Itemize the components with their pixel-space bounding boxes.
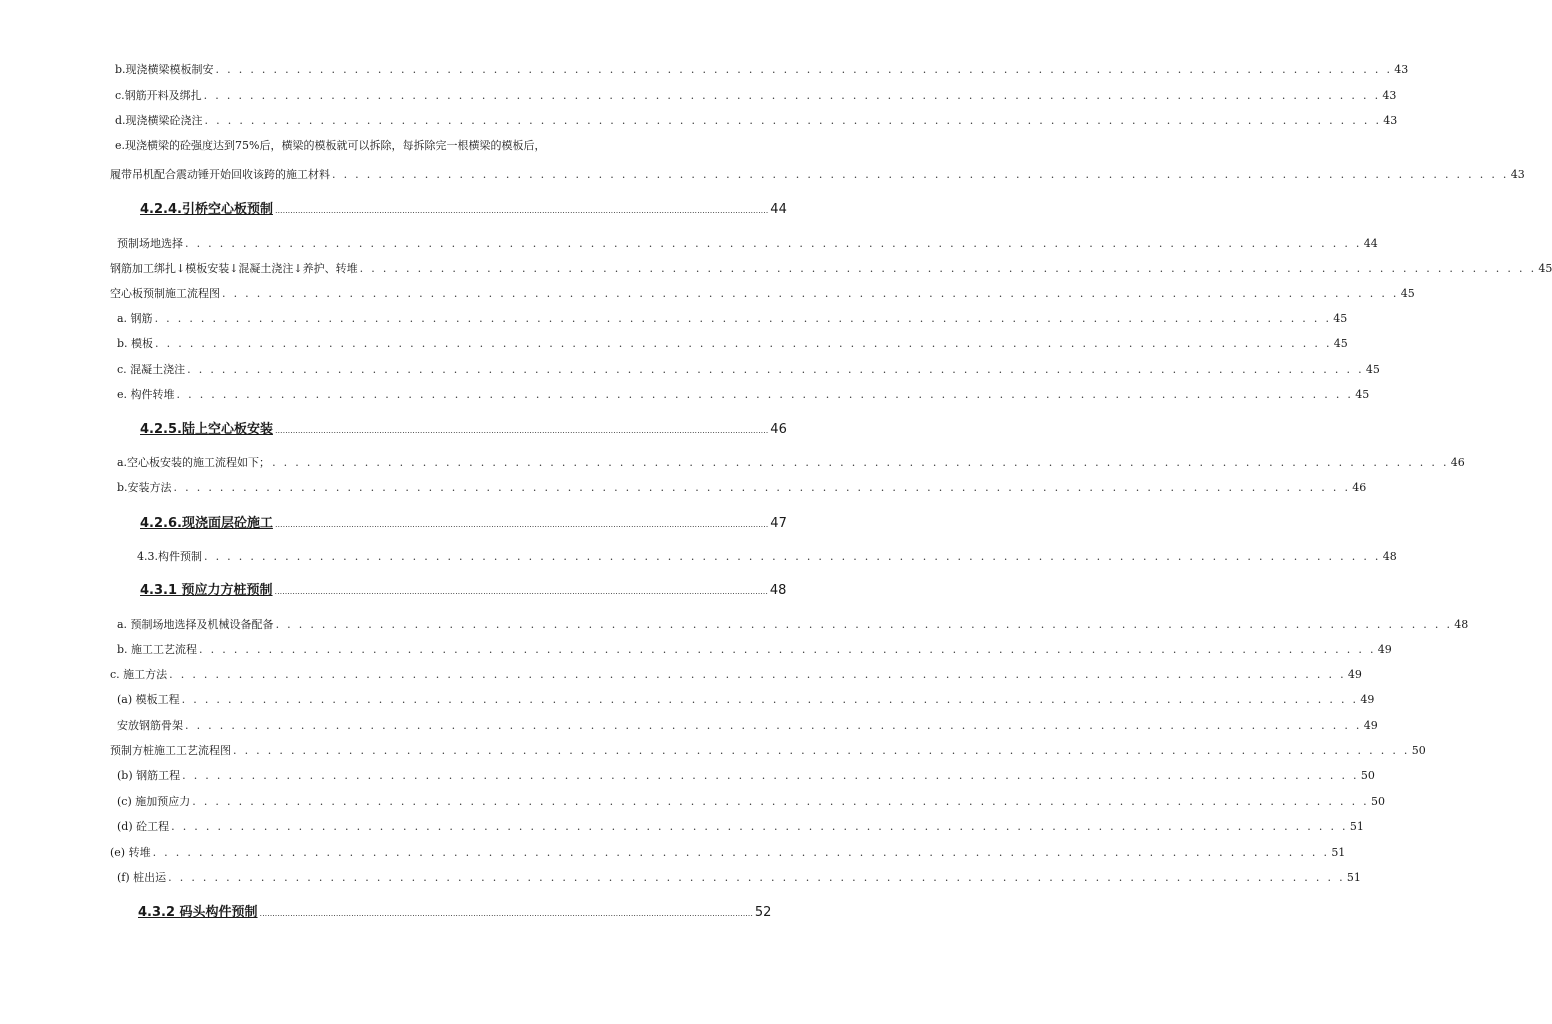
toc-entry-page: 45 [1538,262,1552,275]
toc-entry-label: c. 混凝土浇注 [117,363,186,376]
toc-entry-page: 46 [1352,481,1367,494]
toc-entry-page: 43 [1394,63,1409,76]
toc-entry-label: c. 施工方法 [110,668,168,681]
toc-leader: . . . . . . . . . . . . . . . . . . . . . . . . . . . . . . . . . . . . . . . . . . . . . . . . . . . . . . . . . . . . . . . . . . . . . . . . . . . . . . . . . . . . . . . . . . . . . . . . . . . . . . [203,89,1381,102]
toc-leader: . . . . . . . . . . . . . . . . . . . . . . . . . . . . . . . . . . . . . . . . . . . . . . . . . . . . . . . . . . . . . . . . . . . . . . . . . . . . . . . . . . . . . . . . . . . . . . . . . . . . . . [185,237,1362,250]
toc-entry [110,261,1552,277]
toc-entry-label: b. 模板 [117,337,154,350]
toc-entry-label: 钢筋加工绑扎↓模板安装↓混凝土浇注↓养护、转堆 [110,262,358,275]
toc-entry-label: 4.3.构件预制 [137,550,202,563]
toc-heading-page: 52 [754,905,772,920]
toc-heading-label: 4.3.1 预应力方桩预制 [140,583,273,598]
toc-leader: .................................................................................................................................................................................................. [274,520,769,529]
toc-leader: .................................................................................................................................................................................................. [274,426,769,435]
toc-entry [117,480,1367,496]
toc-entry-label: 预制场地选择 [117,237,183,250]
toc-entry-page: 43 [1382,89,1397,102]
toc-leader: . . . . . . . . . . . . . . . . . . . . . . . . . . . . . . . . . . . . . . . . . . . . . . . . . . . . . . . . . . . . . . . . . . . . . . . . . . . . . . . . . . . . . . . . . . . . . . . . . . . . . . [168,871,1345,884]
toc-entry-label: e.现浇横梁的砼强度达到75%后，横梁的模板就可以拆除，每拆除完一根横梁的模板后， [115,139,546,152]
toc-entry [117,768,1375,784]
toc-heading-label: 4.3.2 码头构件预制 [138,905,258,920]
toc-leader: . . . . . . . . . . . . . . . . . . . . . . . . . . . . . . . . . . . . . . . . . . . . . . . . . . . . . . . . . . . . . . . . . . . . . . . . . . . . . . . . . . . . . . . . . . . . . . . . . . . . . . [215,63,1393,76]
toc-entry-page: 49 [1363,719,1378,732]
toc-entry [110,845,1346,861]
toc-leader: . . . . . . . . . . . . . . . . . . . . . . . . . . . . . . . . . . . . . . . . . . . . . . . . . . . . . . . . . . . . . . . . . . . . . . . . . . . . . . . . . . . . . . . . . . . . . . . . . . . . . . [154,312,1332,325]
toc-entry [110,286,1415,302]
toc-entry-label: (d) 砼工程 [117,820,170,833]
toc-entry-label: (a) 模板工程 [117,693,180,706]
toc-entry-page: 44 [1363,237,1378,250]
toc-leader: . . . . . . . . . . . . . . . . . . . . . . . . . . . . . . . . . . . . . . . . . . . . . . . . . . . . . . . . . . . . . . . . . . . . . . . . . . . . . . . . . . . . . . . . . . . . . . . . . . . . . . [152,846,1330,859]
toc-entry-label: d.现浇横梁砼浇注 [115,114,203,127]
toc-leader: . . . . . . . . . . . . . . . . . . . . . . . . . . . . . . . . . . . . . . . . . . . . . . . . . . . . . . . . . . . . . . . . . . . . . . . . . . . . . . . . . . . . . . . . . . . . . . . . . . . . . . [176,388,1354,401]
toc-leader: . . . . . . . . . . . . . . . . . . . . . . . . . . . . . . . . . . . . . . . . . . . . . . . . . . . . . . . . . . . . . . . . . . . . . . . . . . . . . . . . . . . . . . . . . . . . . . . . . . . . . . [275,618,1453,631]
toc-entry-page: 45 [1355,388,1370,401]
toc-entry-page: 50 [1411,744,1426,757]
toc-entry-page: 49 [1377,643,1392,656]
toc-leader: . . . . . . . . . . . . . . . . . . . . . . . . . . . . . . . . . . . . . . . . . . . . . . . . . . . . . . . . . . . . . . . . . . . . . . . . . . . . . . . . . . . . . . . . . . . . . . . . . . . . . . [181,693,1359,706]
toc-entry [117,617,1469,633]
toc-leader: . . . . . . . . . . . . . . . . . . . . . . . . . . . . . . . . . . . . . . . . . . . . . . . . . . . . . . . . . . . . . . . . . . . . . . . . . . . . . . . . . . . . . . . . . . . . . . . . . . . . . . [332,168,1509,181]
toc-entry-label: 空心板预制施工流程图 [110,287,220,300]
toc-entry-page: 46 [1450,456,1465,469]
toc-entry [117,718,1378,734]
toc-entry [110,743,1426,759]
toc-entry-label: a. 钢筋 [117,312,153,325]
toc-leader: . . . . . . . . . . . . . . . . . . . . . . . . . . . . . . . . . . . . . . . . . . . . . . . . . . . . . . . . . . . . . . . . . . . . . . . . . . . . . . . . . . . . . . . . . . . . . . . . . . . . . . [204,550,1381,563]
toc-entry-page: 51 [1346,871,1361,884]
toc-entry [117,642,1392,658]
toc-heading[interactable] [140,201,787,220]
toc-entry-page: 45 [1400,287,1415,300]
toc-leader: . . . . . . . . . . . . . . . . . . . . . . . . . . . . . . . . . . . . . . . . . . . . . . . . . . . . . . . . . . . . . . . . . . . . . . . . . . . . . . . . . . . . . . . . . . . . . . . . . . . . . . [233,744,1410,757]
toc-heading[interactable] [138,904,772,923]
toc-leader: . . . . . . . . . . . . . . . . . . . . . . . . . . . . . . . . . . . . . . . . . . . . . . . . . . . . . . . . . . . . . . . . . . . . . . . . . . . . . . . . . . . . . . . . . . . . . . . . . . . . . . [185,719,1362,732]
toc-entry [117,362,1380,378]
toc-leader: . . . . . . . . . . . . . . . . . . . . . . . . . . . . . . . . . . . . . . . . . . . . . . . . . . . . . . . . . . . . . . . . . . . . . . . . . . . . . . . . . . . . . . . . . . . . . . . . . . . . . . [182,769,1359,782]
toc-leader: . . . . . . . . . . . . . . . . . . . . . . . . . . . . . . . . . . . . . . . . . . . . . . . . . . . . . . . . . . . . . . . . . . . . . . . . . . . . . . . . . . . . . . . . . . . . . . . . . . . . . . [155,337,1332,350]
toc-entry [115,88,1397,104]
toc-heading-label: 4.2.4.引桥空心板预制 [140,202,273,217]
toc-entry [117,692,1375,708]
toc-entry [117,819,1364,835]
toc-entry-page: 50 [1370,795,1385,808]
toc-entry-label: a. 预制场地选择及机械设备配备 [117,618,274,631]
toc-leader: . . . . . . . . . . . . . . . . . . . . . . . . . . . . . . . . . . . . . . . . . . . . . . . . . . . . . . . . . . . . . . . . . . . . . . . . . . . . . . . . . . . . . . . . . . . . . . . . . . . . . . [187,363,1364,376]
toc-entry-label: b.现浇横梁模板制安 [115,63,214,76]
toc-leader: . . . . . . . . . . . . . . . . . . . . . . . . . . . . . . . . . . . . . . . . . . . . . . . . . . . . . . . . . . . . . . . . . . . . . . . . . . . . . . . . . . . . . . . . . . . . . . . . . . . . . . [192,795,1369,808]
toc-leader: .................................................................................................................................................................................................. [274,206,769,215]
toc-entry [110,167,1525,183]
toc-entry [115,113,1398,129]
toc-entry [137,549,1397,565]
toc-heading-page: 46 [770,422,787,437]
toc-leader: . . . . . . . . . . . . . . . . . . . . . . . . . . . . . . . . . . . . . . . . . . . . . . . . . . . . . . . . . . . . . . . . . . . . . . . . . . . . . . . . . . . . . . . . . . . . . . . . . . . . . . [169,668,1346,681]
toc-entry-label: (e) 转堆 [110,846,151,859]
toc-entry [117,311,1348,327]
toc-heading-page: 48 [769,583,787,598]
toc-entry-page: 51 [1349,820,1364,833]
toc-heading[interactable] [140,421,787,440]
toc-leader: . . . . . . . . . . . . . . . . . . . . . . . . . . . . . . . . . . . . . . . . . . . . . . . . . . . . . . . . . . . . . . . . . . . . . . . . . . . . . . . . . . . . . . . . . . . . . . . . . . . . . . [204,114,1382,127]
toc-leader: . . . . . . . . . . . . . . . . . . . . . . . . . . . . . . . . . . . . . . . . . . . . . . . . . . . . . . . . . . . . . . . . . . . . . . . . . . . . . . . . . . . . . . . . . . . . . . . . . . . . . . [359,262,1537,275]
toc-entry-label: 履带吊机配合震动锤开始回收该跨的施工材料 [110,168,330,181]
toc-leader: . . . . . . . . . . . . . . . . . . . . . . . . . . . . . . . . . . . . . . . . . . . . . . . . . . . . . . . . . . . . . . . . . . . . . . . . . . . . . . . . . . . . . . . . . . . . . . . . . . . . . . [272,456,1449,469]
toc-entry [117,236,1378,252]
toc-entry-label: b. 施工工艺流程 [117,643,198,656]
toc-entry-page: 49 [1347,668,1362,681]
toc-leader: .................................................................................................................................................................................................. [274,587,768,596]
toc-entry-label: a.空心板安装的施工流程如下； [117,456,271,469]
toc-heading-page: 47 [770,516,787,531]
toc-entry-page: 50 [1360,769,1375,782]
toc-entry [117,794,1385,810]
toc-entry-label: (b) 钢筋工程 [117,769,181,782]
toc-entry-label: e. 构件转堆 [117,388,175,401]
toc-entry-page: 43 [1510,168,1525,181]
toc-entry-page: 45 [1365,363,1380,376]
toc-entry-label: (c) 施加预应力 [117,795,191,808]
toc-entry [117,387,1370,403]
toc-entry-page: 45 [1333,312,1348,325]
toc-entry [117,455,1465,471]
toc-entry-label: (f) 桩出运 [117,871,167,884]
toc-heading[interactable] [140,515,787,534]
toc-entry-label: c.钢筋开料及绑扎 [115,89,202,102]
toc-entry-label: 安放钢筋骨架 [117,719,183,732]
toc-entry [110,667,1362,683]
toc-entry [117,870,1361,886]
toc-leader: . . . . . . . . . . . . . . . . . . . . . . . . . . . . . . . . . . . . . . . . . . . . . . . . . . . . . . . . . . . . . . . . . . . . . . . . . . . . . . . . . . . . . . . . . . . . . . . . . . . . . . [173,481,1351,494]
toc-heading-label: 4.2.6.现浇面层砼施工 [140,516,273,531]
toc-heading[interactable] [140,582,787,601]
toc-entry-page: 51 [1331,846,1346,859]
toc-entry-page: 43 [1383,114,1398,127]
toc-entry-page: 49 [1360,693,1375,706]
toc-leader: . . . . . . . . . . . . . . . . . . . . . . . . . . . . . . . . . . . . . . . . . . . . . . . . . . . . . . . . . . . . . . . . . . . . . . . . . . . . . . . . . . . . . . . . . . . . . . . . . . . . . . [171,820,1348,833]
toc-entry-page: 48 [1454,618,1469,631]
toc-entry-page: 48 [1382,550,1397,563]
toc-entry-label: 预制方桩施工工艺流程图 [110,744,231,757]
toc-leader: .................................................................................................................................................................................................. [259,909,753,918]
toc-entry [117,336,1348,352]
toc-leader: . . . . . . . . . . . . . . . . . . . . . . . . . . . . . . . . . . . . . . . . . . . . . . . . . . . . . . . . . . . . . . . . . . . . . . . . . . . . . . . . . . . . . . . . . . . . . . . . . . . . . . [199,643,1376,656]
toc-entry-page: 45 [1333,337,1348,350]
toc-heading-page: 44 [770,202,787,217]
toc-entry-label: b.安装方法 [117,481,172,494]
toc-entry [115,62,1409,78]
toc-heading-label: 4.2.5.陆上空心板安装 [140,422,273,437]
toc-leader: . . . . . . . . . . . . . . . . . . . . . . . . . . . . . . . . . . . . . . . . . . . . . . . . . . . . . . . . . . . . . . . . . . . . . . . . . . . . . . . . . . . . . . . . . . . . . . . . . . . . . . [222,287,1399,300]
